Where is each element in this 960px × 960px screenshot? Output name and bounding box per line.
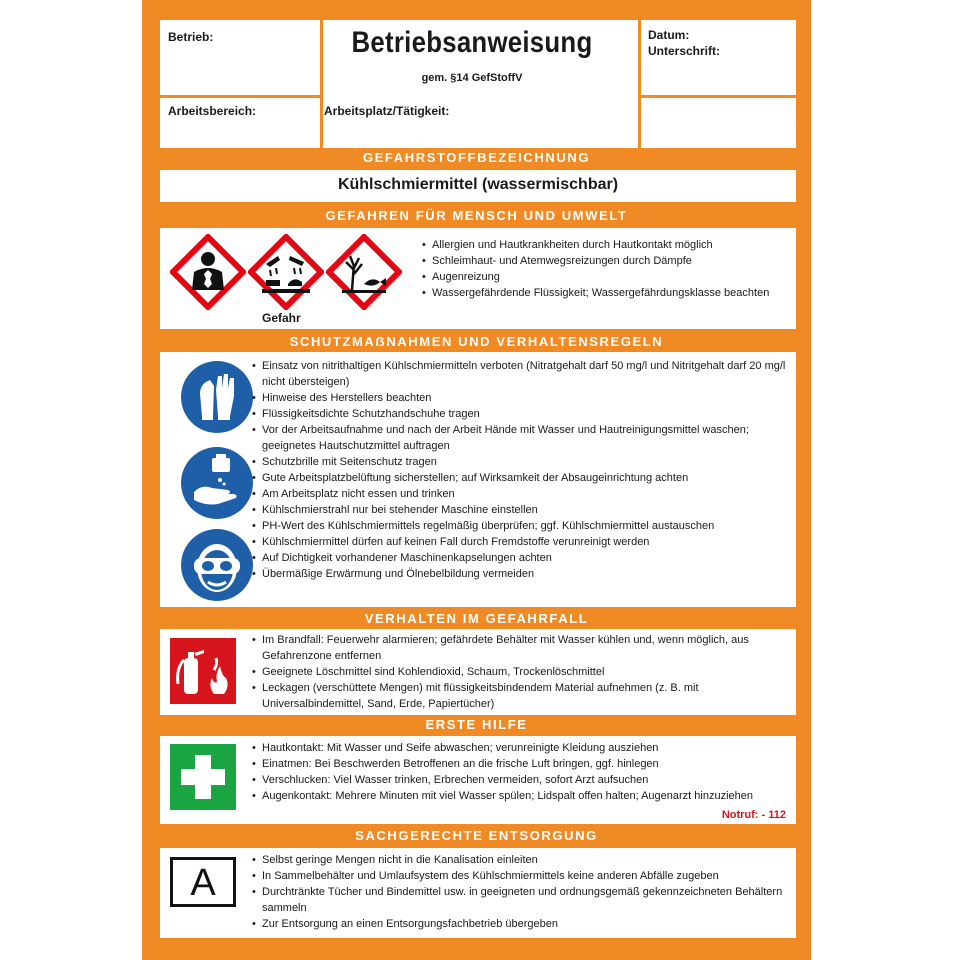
ghs-health-hazard-icon <box>170 234 246 310</box>
page-title: Betriebsanweisung <box>351 26 593 59</box>
list-item: • Zur Entsorgung an einen Entsorgungsfachbetrieb übergeben <box>252 916 790 932</box>
section-heading-entsorgung: SACHGERECHTE ENTSORGUNG <box>355 828 598 843</box>
signal-word: Gefahr <box>262 311 301 325</box>
list-item: • Am Arbeitsplatz nicht essen und trinken <box>252 486 790 502</box>
goggles-mandatory-icon <box>180 528 254 602</box>
section-heading-stoff: GEFAHRSTOFFBEZEICHNUNG <box>362 150 591 165</box>
list-item: • Gute Arbeitsplatzbelüftung sicherstellen; auf Wirksamkeit der Absaugeinrichtung achten <box>252 470 790 486</box>
unterschrift-label: Unterschrift: <box>648 44 721 58</box>
list-item: • Selbst geringe Mengen nicht in die Kanalisation einleiten <box>252 852 790 868</box>
list-item: • Kühlschmierstrahl nur bei stehender Maschine einstellen <box>252 502 790 518</box>
list-item: • Augenreizung <box>422 269 790 285</box>
substance-name: Kühlschmiermittel (wassermischbar) <box>337 176 619 193</box>
operating-instructions-sheet <box>142 0 811 960</box>
waste-category-sign <box>170 857 236 907</box>
list-item: • Geeignete Löschmittel sind Kohlendioxid, Schaum, Trockenlöschmittel <box>252 664 790 680</box>
betrieb-label: Betrieb: <box>168 30 214 44</box>
list-item: • Einsatz von nitrithaltigen Kühlschmiermitteln verboten (Nitratgehalt darf 50 mg/l und Nitritgehalt darf 20 mg/l nicht übersteigen) <box>252 358 790 390</box>
list-item: • Allergien und Hautkrankheiten durch Hautkontakt möglich <box>422 237 790 253</box>
section-heading-gefahren: GEFAHREN FÜR MENSCH UND UMWELT <box>325 208 628 223</box>
list-item: • In Sammelbehälter und Umlaufsystem des Kühlschmiermittels keine anderen Abfälle zugeben <box>252 868 790 884</box>
section-heading-erstehilfe: ERSTE HILFE <box>425 717 528 732</box>
gloves-mandatory-icon <box>180 360 254 434</box>
entsorgung-list <box>252 852 790 932</box>
schutz-list <box>252 358 790 582</box>
arbeitsbereich-label: Arbeitsbereich: <box>168 104 257 118</box>
header-block <box>160 20 796 148</box>
fire-extinguisher-icon <box>170 638 236 704</box>
list-item: • Durchtränkte Tücher und Bindemittel usw. in geeigneten und ordnungsgemäß gekennzeichneten Behältern sammeln <box>252 884 790 916</box>
gefahrfall-box <box>160 629 796 715</box>
list-item: • Flüssigkeitsdichte Schutzhandschuhe tragen <box>252 406 790 422</box>
list-item: • Hinweise des Herstellers beachten <box>252 390 790 406</box>
list-item: • Schutzbrille mit Seitenschutz tragen <box>252 454 790 470</box>
list-item: • Hautkontakt: Mit Wasser und Seife abwaschen; verunreinigte Kleidung ausziehen <box>252 740 792 756</box>
gefahren-list <box>422 237 790 301</box>
erstehilfe-list <box>252 740 792 804</box>
ghs-corrosion-icon <box>248 234 324 310</box>
list-item: • PH-Wert des Kühlschmiermittels regelmäßig überprüfen; ggf. Kühlschmiermittel austauschen <box>252 518 790 534</box>
emergency-number: Notruf: - 112 <box>721 809 786 821</box>
list-item: • Augenkontakt: Mehrere Minuten mit viel Wasser spülen; Lidspalt offen halten; Augenarzt hinzuziehen <box>252 788 792 804</box>
list-item: • Wassergefährdende Flüssigkeit; Wassergefährdungsklasse beachten <box>422 285 790 301</box>
ghs-environment-icon <box>326 234 402 310</box>
page-subtitle: gem. §14 GefStoffV <box>421 72 523 84</box>
first-aid-cross-icon <box>170 744 236 810</box>
arbeitsplatz-label: Arbeitsplatz/Tätigkeit: <box>324 104 450 118</box>
list-item: • Leckagen (verschüttete Mengen) mit flüssigkeitsbindendem Material aufnehmen (z. B. mit Universalbindemittel, Sand, Erde, Papiertücher) <box>252 680 790 712</box>
list-item: • Verschlucken: Viel Wasser trinken, Erbrechen vermeiden, sofort Arzt aufsuchen <box>252 772 792 788</box>
gefahren-box <box>160 228 796 329</box>
list-item: • Übermäßige Erwärmung und Ölnebelbildung vermeiden <box>252 566 790 582</box>
list-item: • Vor der Arbeitsaufnahme und nach der Arbeit Hände mit Wasser und Hautreinigungsmittel waschen; geeignetes Hautschutzmittel auftragen <box>252 422 790 454</box>
entsorgung-box <box>160 848 796 938</box>
stoff-name-box <box>160 170 796 202</box>
list-item: • Einatmen: Bei Beschwerden Betroffenen an die frische Luft bringen, ggf. hinlegen <box>252 756 792 772</box>
list-item: • Schleimhaut- und Atemwegsreizungen durch Dämpfe <box>422 253 790 269</box>
datum-label: Datum: <box>648 28 690 42</box>
list-item: • Kühlschmiermittel dürfen auf keinen Fall durch Fremdstoffe verunreinigt werden <box>252 534 790 550</box>
skin-protection-icon <box>180 446 254 520</box>
schutz-box <box>160 352 796 607</box>
section-heading-schutz: SCHUTZMAẞNAHMEN UND VERHALTENSREGELN <box>289 334 664 349</box>
section-heading-gefahrfall: VERHALTEN IM GEFAHRFALL <box>364 611 589 626</box>
gefahrfall-list <box>252 632 790 712</box>
list-item: • Auf Dichtigkeit vorhandener Maschinenkapselungen achten <box>252 550 790 566</box>
waste-category-letter: A <box>190 862 216 904</box>
erstehilfe-box <box>160 736 796 824</box>
list-item: • Im Brandfall: Feuerwehr alarmieren; gefährdete Behälter mit Wasser kühlen und, wenn möglich, aus Gefahrenzone entfernen <box>252 632 790 664</box>
